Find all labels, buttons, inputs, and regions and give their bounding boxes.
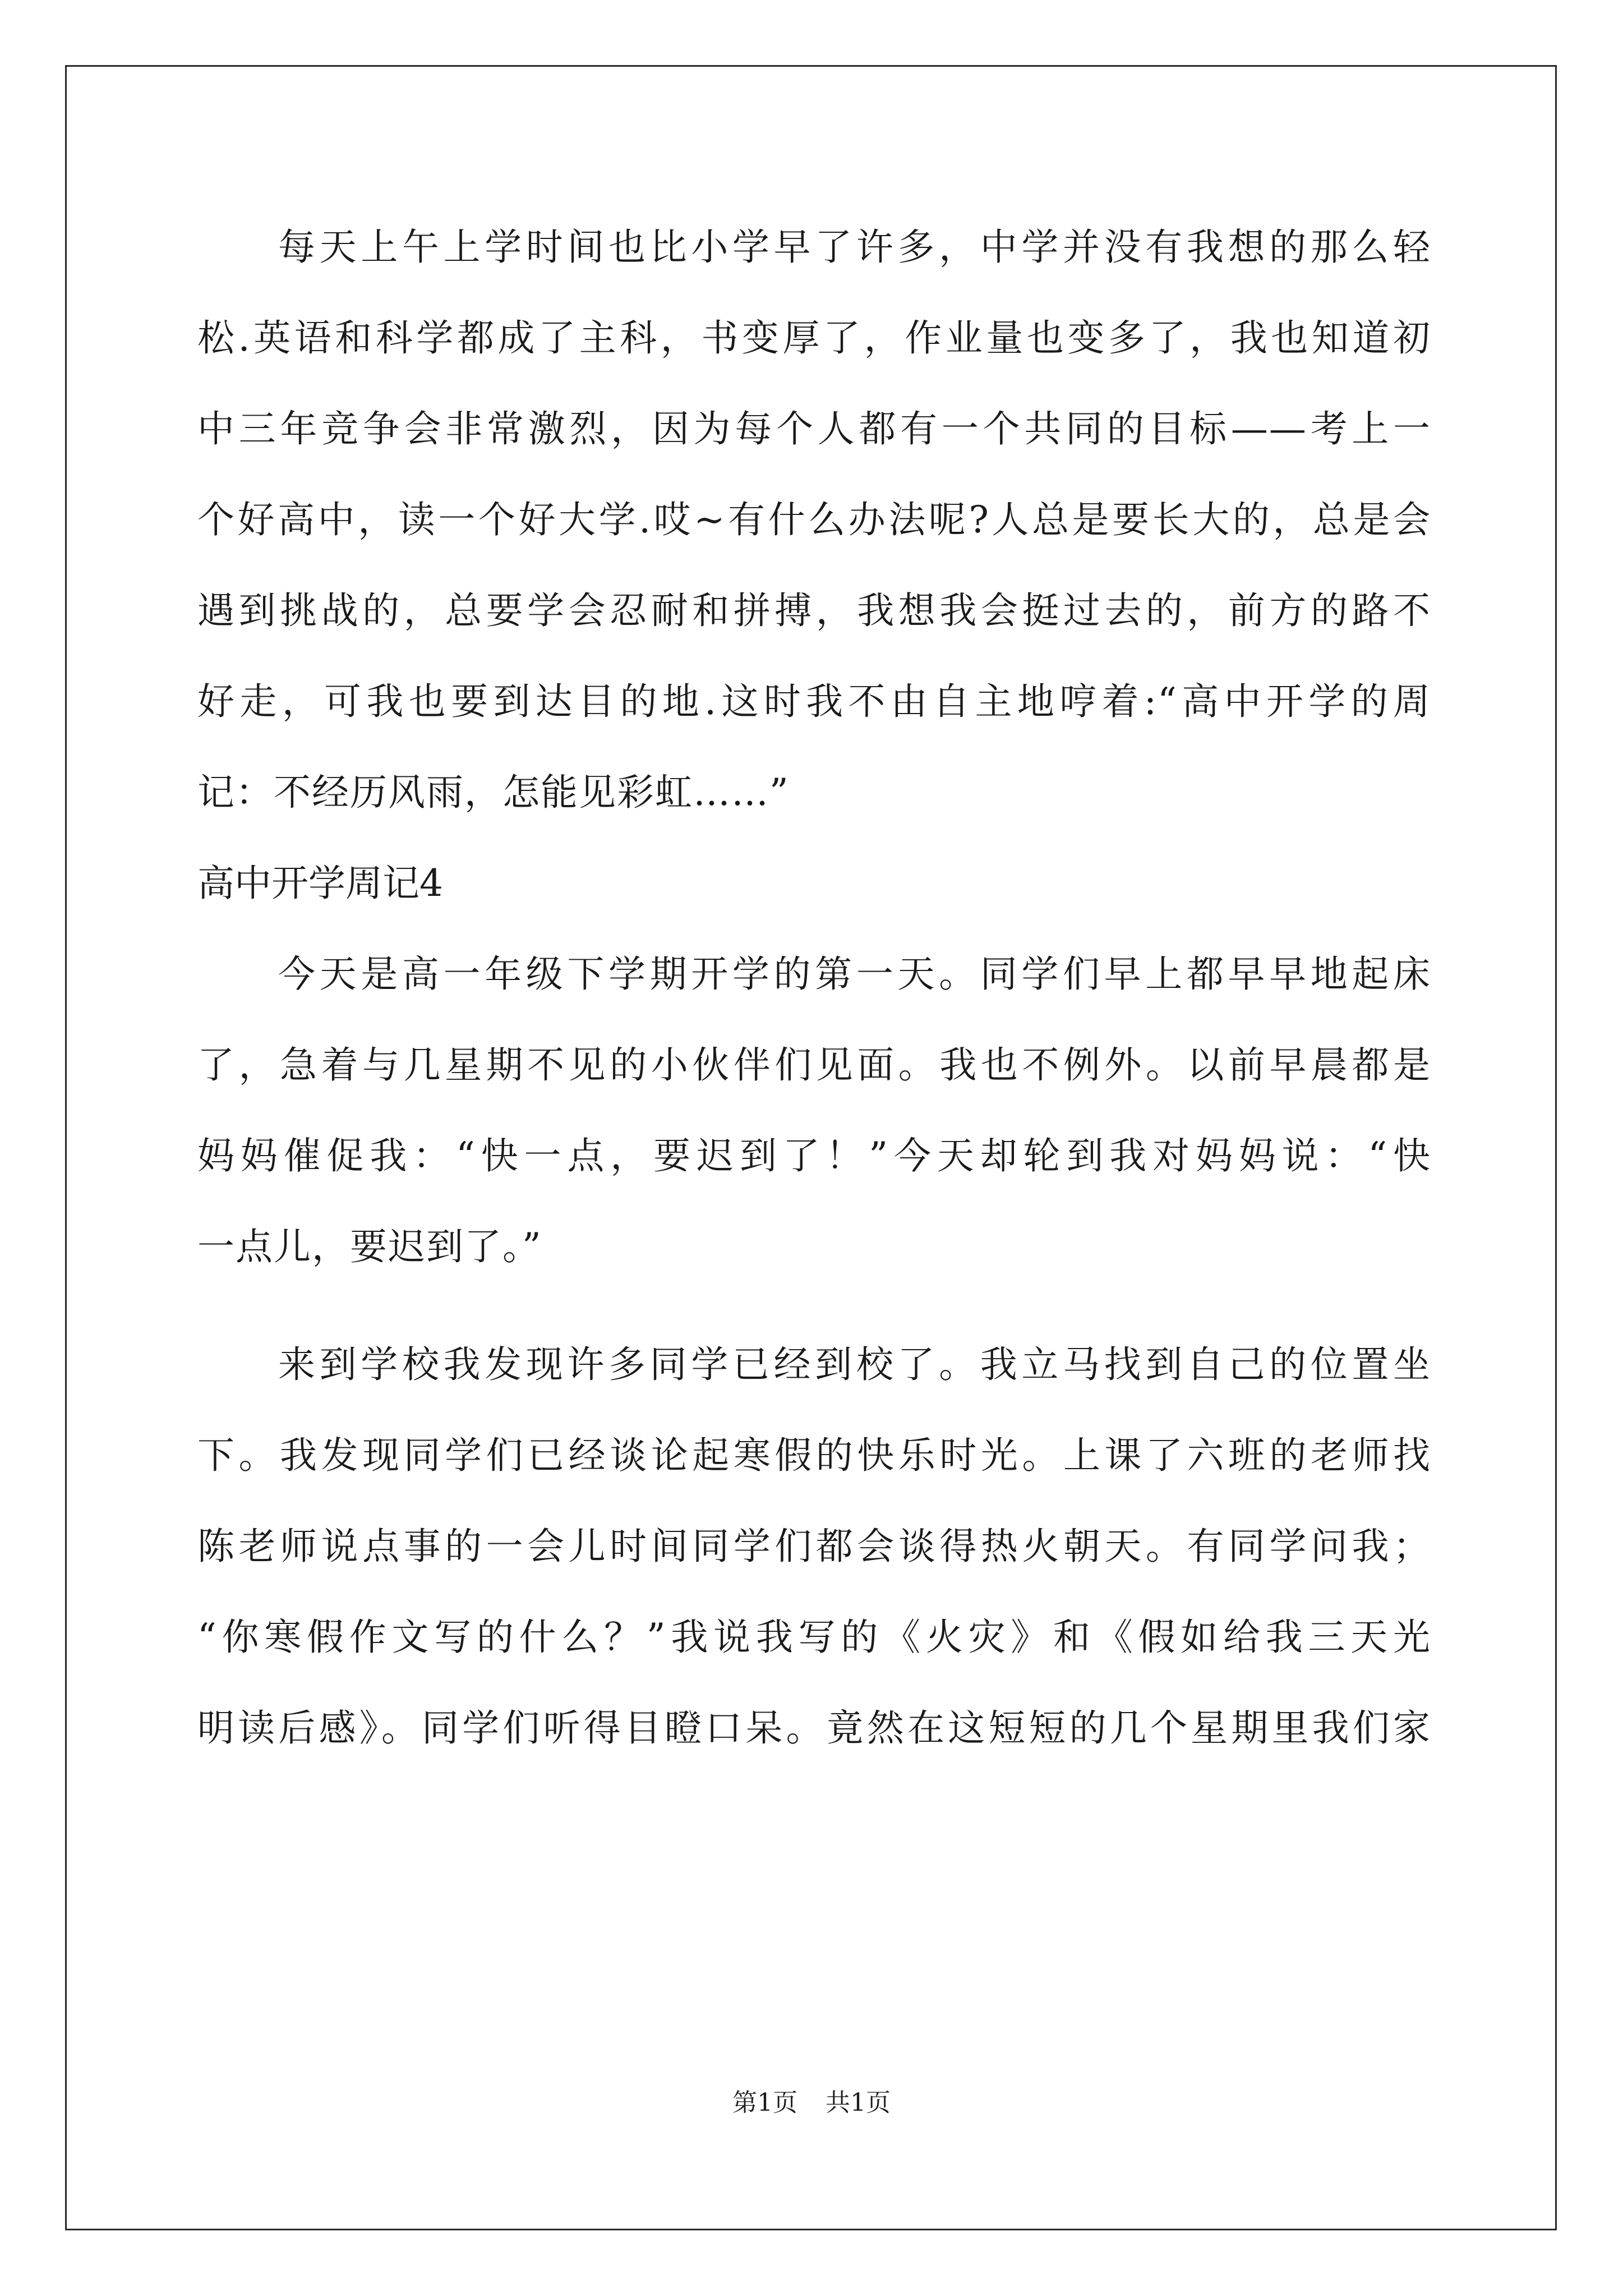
text-line: 每天上午上学时间也比小学早了许多，中学并没有我想的那么轻	[278, 226, 1431, 269]
text-line: 松.英语和科学都成了主科，书变厚了，作业量也变多了，我也知道初	[197, 316, 1431, 360]
text-line: 好走，可我也要到达目的地.这时我不由自主地哼着:“高中开学的周	[197, 680, 1431, 723]
text-line: 遇到挑战的，总要学会忍耐和拼搏，我想我会挺过去的，前方的路不	[197, 589, 1431, 632]
text-line: 明读后感》。同学们听得目瞪口呆。竟然在这短短的几个星期里我们家	[197, 1706, 1431, 1750]
section-heading: 高中开学周记4	[197, 862, 443, 905]
paragraph-spacer	[197, 1292, 1431, 1319]
text-line: 一点儿，要迟到了。”	[197, 1225, 542, 1268]
text-line: 来到学校我发现许多同学已经到校了。我立马找到自己的位置坐	[278, 1343, 1431, 1386]
paragraph-2	[197, 929, 1431, 1292]
page-footer	[0, 2082, 1623, 2118]
document-body	[197, 202, 1431, 1774]
text-line: 今天是高一年级下学期开学的第一天。同学们早上都早早地起床	[278, 953, 1431, 996]
text-line: 个好高中，读一个好大学.哎~有什么办法呢?人总是要长大的，总是会	[197, 498, 1431, 541]
paragraph-3	[197, 1319, 1431, 1774]
text-line: 妈妈催促我：“快一点，要迟到了！”今天却轮到我对妈妈说：“快	[197, 1134, 1431, 1177]
text-line: 中三年竞争会非常激烈，因为每个人都有一个共同的目标——考上一	[197, 407, 1431, 450]
text-line: “你寒假作文写的什么？”我说我写的《火灾》和《假如给我三天光	[197, 1616, 1431, 1659]
text-line: 记：不经历风雨，怎能见彩虹……”	[197, 771, 790, 814]
text-line: 陈老师说点事的一会儿时间同学们都会谈得热火朝天。有同学问我；	[197, 1525, 1431, 1568]
page-total: 共1页	[826, 2088, 891, 2117]
text-line: 了，急着与几星期不见的小伙伴们见面。我也不例外。以前早晨都是	[197, 1043, 1431, 1087]
page-number: 第1页	[732, 2088, 797, 2117]
paragraph-1	[197, 202, 1431, 838]
text-line: 下。我发现同学们已经谈论起寒假的快乐时光。上课了六班的老师找	[197, 1434, 1431, 1477]
